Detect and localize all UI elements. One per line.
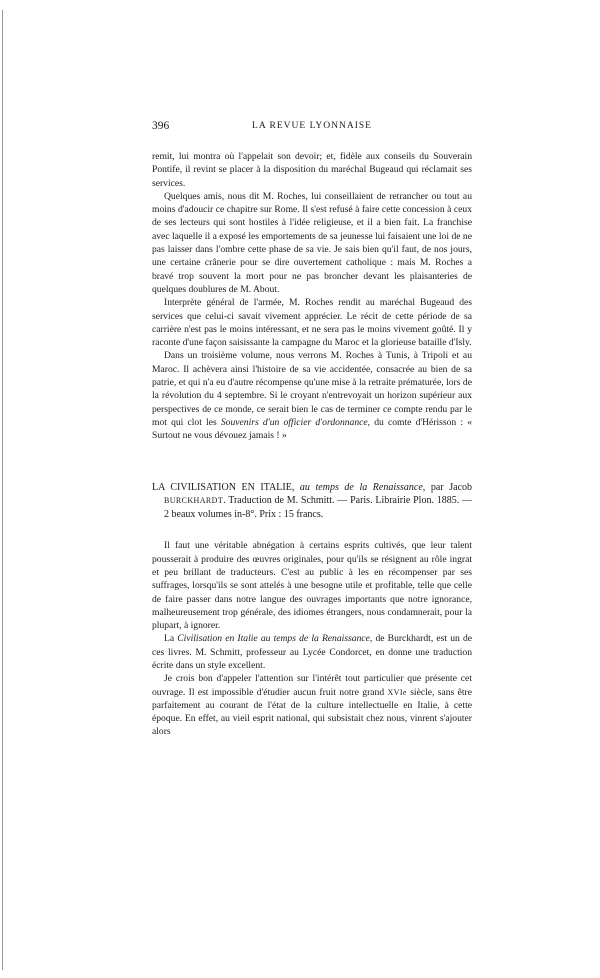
century-numeral: XVIe	[387, 687, 407, 697]
running-title: LA REVUE LYONNAISE	[252, 121, 372, 131]
book-by: , par Jacob	[422, 481, 473, 493]
book-details: . Traduction de M. Schmitt. — Paris. Librairie Plon. 1885. — 2 beaux volumes in-8°. Prix : 15 francs.	[164, 495, 472, 520]
paragraph-text: Je crois bon d'appeler l'attention sur l'intérêt tout particulier que présente cet ouvrage. Il est impossible d'étudier aucun fruit notre grand	[152, 673, 472, 698]
paragraph-text: siècle, sans être parfaitement au courant de l'état de la culture intellectuelle en Italie, à cette époque. En effet, au vieil esprit national, qui subsistait chez nous, vinrent s'ajouter alors	[152, 686, 472, 738]
page-number: 396	[152, 120, 170, 132]
paragraph	[152, 349, 472, 442]
paragraph-text: , du comte d'Hérisson : « Surtout ne vous dévouez jamais ! »	[152, 416, 472, 442]
paragraph	[152, 672, 472, 738]
paragraph: Il faut une véritable abnégation à certains esprits cultivés, que leur talent pousserait à produire des œuvres originales, pour qu'ils se résignent au rôle ingrat et peu brillant de traducteurs. C'est au public à les en récompenser par ses suffrages, lorsqu'ils se sont attelés à une besogne utile et profitable, telle que celle de faire passer dans notre langue des ouvrages importants que notre ignorance, malheureusement trop générale, des idiomes étrangers, nous condamnerait, pour la plupart, à ignorer.	[152, 540, 472, 632]
paragraph: Quelques amis, nous dit M. Roches, lui conseillaient de retrancher ou tout au moins d'adoucir ce chapitre sur Rome. Il s'est refusé à faire cette concession à ceux de ses lecteurs qui sont hostiles à l'idée religieuse, et il a bien fait. La franchise avec laquelle il a exposé les emportements de sa jeunesse lui faisaient une loi de ne pas laisser dans l'ombre cette phase de sa vie. Je sais bien qu'il faut, de nos jours, une certaine crânerie pour se dire ouvertement catholique : mais M. Roches a bravé trop souvent la mort pour ne pas broncher devant les plaisanteries de quelques doublures de M. About.	[152, 190, 472, 295]
paragraph-text: La	[164, 633, 178, 645]
book-title: LA CIVILISATION EN ITALIE,	[152, 481, 295, 493]
section-gap	[152, 521, 472, 539]
paragraph	[152, 632, 472, 672]
scan-edge-line	[2, 10, 3, 970]
page	[152, 120, 472, 739]
paragraph: remit, lui montra où l'appelait son devoir; et, fidèle aux conseils du Souverain Pontife, il revint se placer à la disposition du maréchal Bugeaud qui réclamait ses services.	[152, 151, 472, 189]
book-subtitle: au temps de la Renaissance	[299, 481, 423, 493]
paragraph-text: Dans un troisième volume, nous verrons M. Roches à Tunis, à Tripoli et au Maroc. Il achèvera ainsi l'histoire de sa vie accidentée, consacrée au bien de sa patrie, et qui n'a eu d'autre récompense qu'une mise à la retraite prématurée, lors de la révolution du 4 septembre. Si le croyant n'entrevoyait un horizon supérieur aux perspectives de ce monde, ce serait bien le cas de terminer ce compte rendu par le mot qui clot les	[152, 350, 472, 428]
paragraph: Interprète général de l'armée, M. Roches rendit au maréchal Bugeaud des services que celui-ci savait vivement apprécier. Le récit de cette période de sa carrière n'est pas le moins intéressant, et ne sera pas le moins vivement goûté. Il y raconte d'une façon saisissante la campagne du Maroc et la glorieuse bataille d'Isly.	[152, 297, 472, 349]
book-author: BURCKHARDT	[164, 496, 224, 506]
book-title-italic: Civilisation en Italie au temps de la Renaissance	[177, 633, 370, 645]
book-entry-heading	[152, 481, 472, 522]
body-text	[152, 150, 472, 739]
section-gap	[152, 443, 472, 481]
book-title-italic: Souvenirs d'un officier d'ordonnance	[220, 416, 368, 428]
paragraph-text: , de Burckhardt, est un de ces livres. M. Schmitt, professeur au Lycée Condorcet, en donne une traduction écrite dans un style excellent.	[152, 633, 473, 671]
page-header	[152, 120, 472, 138]
